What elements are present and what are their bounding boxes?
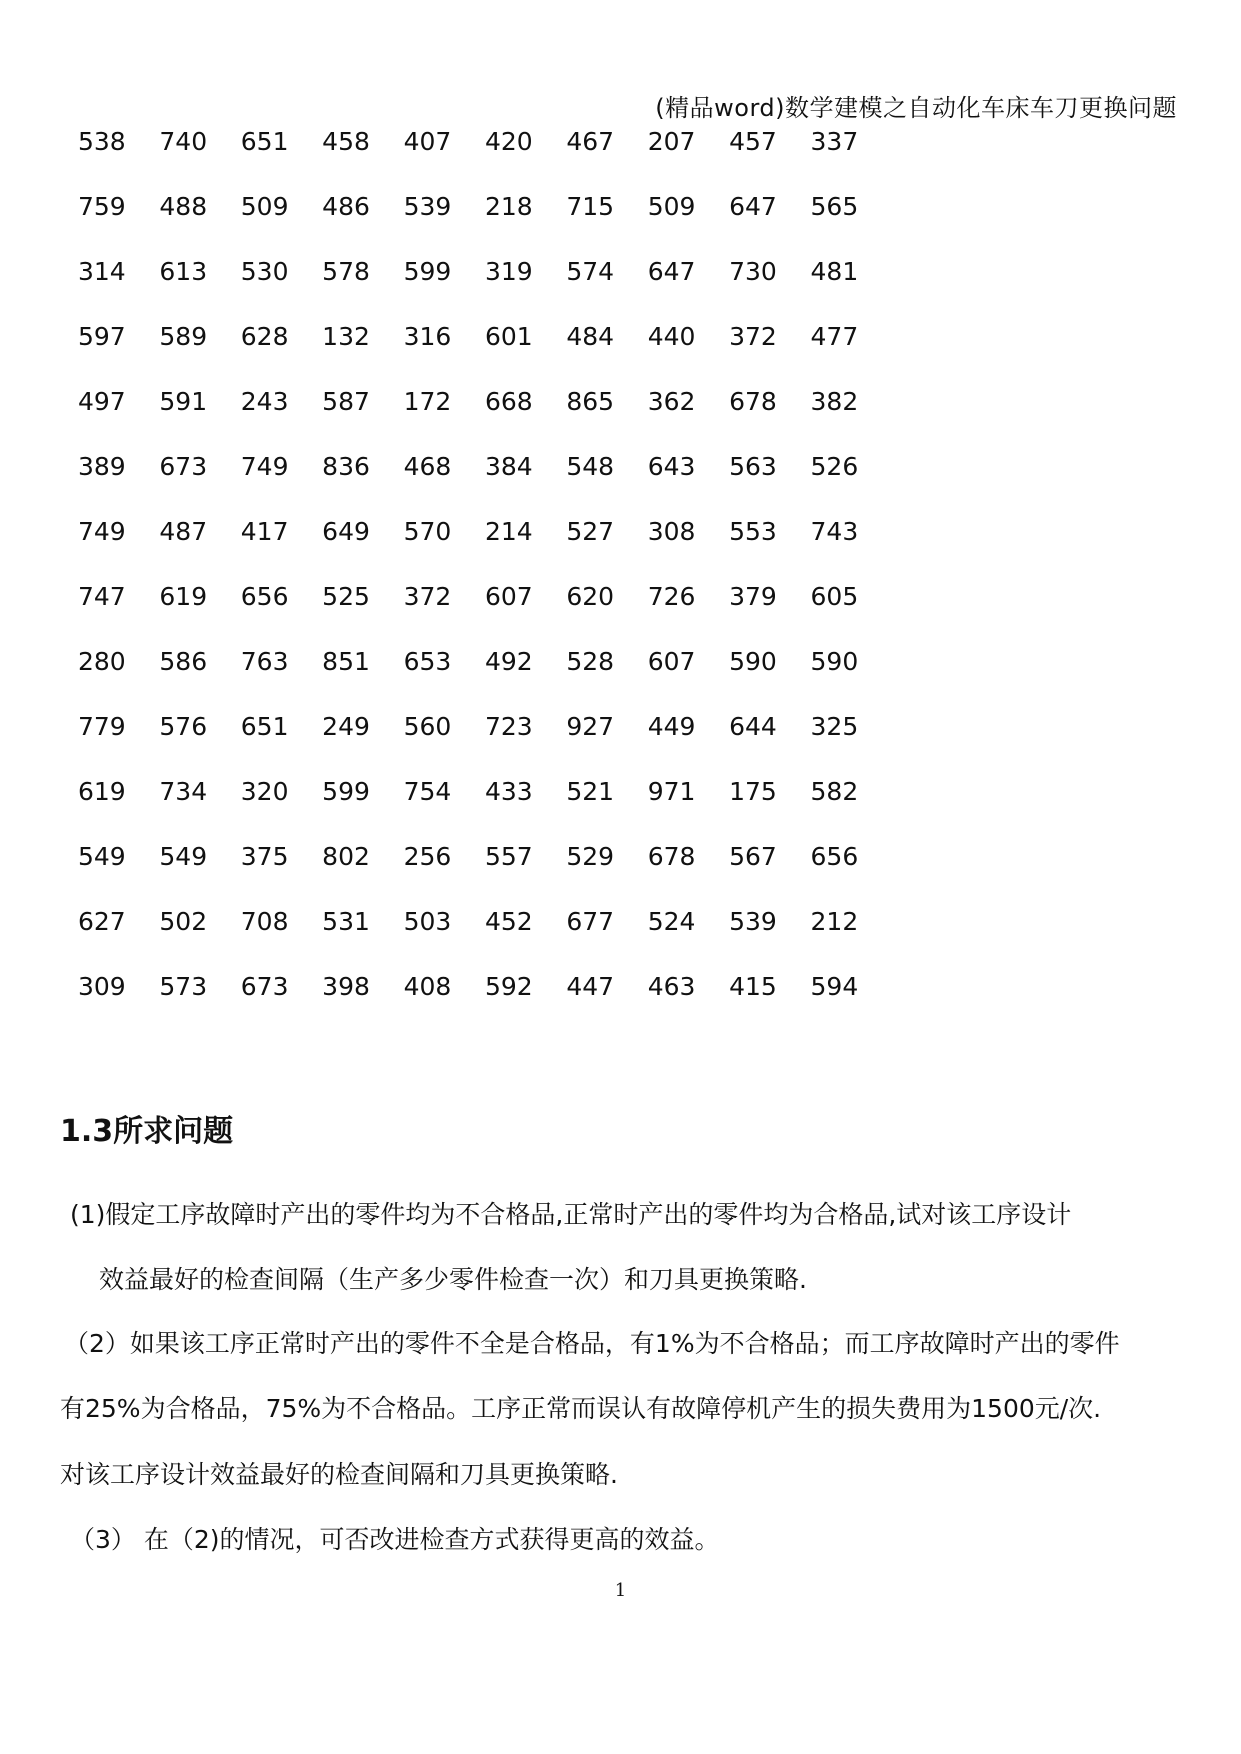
table-cell: 527 bbox=[566, 517, 615, 546]
table-cell: 726 bbox=[647, 582, 696, 611]
table-cell: 417 bbox=[240, 517, 289, 546]
table-row bbox=[78, 777, 892, 842]
table-cell: 763 bbox=[240, 647, 289, 676]
page-number: 1 bbox=[614, 1580, 627, 1601]
table-cell: 132 bbox=[322, 322, 370, 351]
table-cell: 309 bbox=[78, 972, 126, 1001]
data-table bbox=[78, 127, 892, 1037]
table-cell: 747 bbox=[78, 582, 126, 611]
table-cell: 249 bbox=[322, 712, 370, 741]
table-cell: 647 bbox=[729, 192, 777, 221]
table-cell: 502 bbox=[159, 907, 208, 936]
question-1-line-1: (1)假定工序故障时产出的零件均为不合格品,正常时产出的零件均为合格品,试对该工序设计 bbox=[70, 1200, 1072, 1229]
table-cell: 553 bbox=[729, 517, 777, 546]
table-cell: 851 bbox=[322, 647, 370, 676]
table-cell: 560 bbox=[403, 712, 452, 741]
table-cell: 509 bbox=[240, 192, 289, 221]
table-cell: 749 bbox=[240, 452, 289, 481]
question-3-line-1: （3） 在（2)的情况，可否改进检查方式获得更高的效益。 bbox=[70, 1525, 720, 1554]
table-cell: 567 bbox=[729, 842, 777, 871]
table-cell: 563 bbox=[729, 452, 777, 481]
table-cell: 730 bbox=[729, 257, 777, 286]
table-cell: 320 bbox=[240, 777, 289, 806]
table-cell: 539 bbox=[403, 192, 452, 221]
table-cell: 613 bbox=[159, 257, 208, 286]
table-cell: 362 bbox=[647, 387, 696, 416]
table-cell: 481 bbox=[810, 257, 859, 286]
table-cell: 497 bbox=[78, 387, 126, 416]
table-cell: 678 bbox=[647, 842, 696, 871]
table-cell: 599 bbox=[403, 257, 452, 286]
table-row bbox=[78, 907, 892, 972]
table-cell: 521 bbox=[566, 777, 615, 806]
table-cell: 256 bbox=[403, 842, 452, 871]
table-cell: 382 bbox=[810, 387, 859, 416]
table-cell: 576 bbox=[159, 712, 208, 741]
table-cell: 280 bbox=[78, 647, 126, 676]
table-cell: 458 bbox=[322, 127, 370, 156]
table-cell: 597 bbox=[78, 322, 126, 351]
question-2-line-3: 对该工序设计效益最好的检查间隔和刀具更换策略. bbox=[60, 1460, 618, 1489]
table-cell: 649 bbox=[322, 517, 370, 546]
table-cell: 673 bbox=[159, 452, 208, 481]
table-cell: 743 bbox=[810, 517, 859, 546]
table-cell: 627 bbox=[78, 907, 126, 936]
table-cell: 589 bbox=[159, 322, 208, 351]
table-cell: 971 bbox=[647, 777, 696, 806]
table-cell: 605 bbox=[810, 582, 859, 611]
table-cell: 337 bbox=[810, 127, 859, 156]
table-cell: 509 bbox=[647, 192, 696, 221]
table-cell: 599 bbox=[322, 777, 370, 806]
table-row bbox=[78, 842, 892, 907]
table-cell: 379 bbox=[729, 582, 777, 611]
table-cell: 740 bbox=[159, 127, 208, 156]
table-row bbox=[78, 192, 892, 257]
table-cell: 677 bbox=[566, 907, 615, 936]
table-cell: 643 bbox=[647, 452, 696, 481]
table-cell: 484 bbox=[566, 322, 615, 351]
table-cell: 467 bbox=[566, 127, 615, 156]
table-cell: 243 bbox=[240, 387, 289, 416]
table-cell: 415 bbox=[729, 972, 777, 1001]
table-cell: 408 bbox=[403, 972, 452, 1001]
table-cell: 531 bbox=[322, 907, 370, 936]
table-cell: 715 bbox=[566, 192, 615, 221]
table-cell: 678 bbox=[729, 387, 777, 416]
table-cell: 590 bbox=[729, 647, 777, 676]
table-cell: 214 bbox=[484, 517, 533, 546]
table-cell: 398 bbox=[322, 972, 370, 1001]
table-cell: 212 bbox=[810, 907, 859, 936]
table-cell: 734 bbox=[159, 777, 208, 806]
table-cell: 565 bbox=[810, 192, 859, 221]
table-cell: 779 bbox=[78, 712, 126, 741]
table-cell: 668 bbox=[484, 387, 533, 416]
table-cell: 590 bbox=[810, 647, 859, 676]
table-row bbox=[78, 257, 892, 322]
table-cell: 573 bbox=[159, 972, 208, 1001]
table-cell: 449 bbox=[647, 712, 696, 741]
table-cell: 539 bbox=[729, 907, 777, 936]
table-cell: 628 bbox=[240, 322, 289, 351]
table-cell: 468 bbox=[403, 452, 452, 481]
table-cell: 440 bbox=[647, 322, 696, 351]
question-2-line-2: 有25%为合格品，75%为不合格品。工序正常而误认有故障停机产生的损失费用为1500元/次. bbox=[60, 1394, 1102, 1423]
table-cell: 486 bbox=[322, 192, 370, 221]
table-cell: 644 bbox=[729, 712, 777, 741]
question-2-line-1: （2）如果该工序正常时产出的零件不全是合格品，有1%为不合格品；而工序故障时产出的零件 bbox=[64, 1329, 1120, 1358]
table-cell: 407 bbox=[403, 127, 452, 156]
table-cell: 207 bbox=[647, 127, 696, 156]
table-cell: 447 bbox=[566, 972, 615, 1001]
table-row bbox=[78, 452, 892, 517]
table-cell: 529 bbox=[566, 842, 615, 871]
table-cell: 927 bbox=[566, 712, 615, 741]
question-1-line-2: 效益最好的检查间隔（生产多少零件检查一次）和刀具更换策略. bbox=[99, 1265, 807, 1294]
table-cell: 591 bbox=[159, 387, 208, 416]
table-cell: 651 bbox=[240, 712, 289, 741]
table-cell: 538 bbox=[78, 127, 126, 156]
table-cell: 420 bbox=[484, 127, 533, 156]
table-cell: 586 bbox=[159, 647, 208, 676]
table-cell: 607 bbox=[647, 647, 696, 676]
table-cell: 651 bbox=[240, 127, 289, 156]
table-row bbox=[78, 517, 892, 582]
table-cell: 865 bbox=[566, 387, 615, 416]
table-cell: 463 bbox=[647, 972, 696, 1001]
table-cell: 582 bbox=[810, 777, 859, 806]
table-cell: 384 bbox=[484, 452, 533, 481]
table-cell: 802 bbox=[322, 842, 370, 871]
table-cell: 325 bbox=[810, 712, 859, 741]
table-cell: 754 bbox=[403, 777, 452, 806]
table-cell: 492 bbox=[484, 647, 533, 676]
page-header: (精品word)数学建模之自动化车床车刀更换问题 bbox=[655, 94, 1177, 122]
table-cell: 477 bbox=[810, 322, 859, 351]
table-cell: 525 bbox=[322, 582, 370, 611]
table-row bbox=[78, 647, 892, 712]
table-cell: 372 bbox=[403, 582, 452, 611]
table-cell: 375 bbox=[240, 842, 289, 871]
table-cell: 218 bbox=[484, 192, 533, 221]
table-cell: 452 bbox=[484, 907, 533, 936]
table-row bbox=[78, 387, 892, 452]
table-cell: 557 bbox=[484, 842, 533, 871]
table-cell: 524 bbox=[647, 907, 696, 936]
table-cell: 549 bbox=[159, 842, 208, 871]
table-cell: 488 bbox=[159, 192, 208, 221]
table-cell: 673 bbox=[240, 972, 289, 1001]
table-cell: 759 bbox=[78, 192, 126, 221]
table-cell: 389 bbox=[78, 452, 126, 481]
table-cell: 601 bbox=[484, 322, 533, 351]
table-cell: 503 bbox=[403, 907, 452, 936]
table-cell: 587 bbox=[322, 387, 370, 416]
table-cell: 372 bbox=[729, 322, 777, 351]
table-row bbox=[78, 582, 892, 647]
table-cell: 314 bbox=[78, 257, 126, 286]
table-cell: 619 bbox=[78, 777, 126, 806]
table-cell: 487 bbox=[159, 517, 208, 546]
table-row bbox=[78, 712, 892, 777]
table-cell: 175 bbox=[729, 777, 777, 806]
table-row bbox=[78, 322, 892, 387]
table-cell: 723 bbox=[484, 712, 533, 741]
table-cell: 528 bbox=[566, 647, 615, 676]
table-cell: 316 bbox=[403, 322, 452, 351]
table-cell: 620 bbox=[566, 582, 615, 611]
table-cell: 653 bbox=[403, 647, 452, 676]
table-cell: 549 bbox=[78, 842, 126, 871]
table-cell: 530 bbox=[240, 257, 289, 286]
table-cell: 578 bbox=[322, 257, 370, 286]
table-cell: 656 bbox=[810, 842, 859, 871]
table-cell: 308 bbox=[647, 517, 696, 546]
table-cell: 836 bbox=[322, 452, 370, 481]
table-cell: 594 bbox=[810, 972, 859, 1001]
table-cell: 548 bbox=[566, 452, 615, 481]
table-row bbox=[78, 972, 892, 1037]
section-heading: 1.3所求问题 bbox=[60, 1114, 234, 1149]
table-cell: 619 bbox=[159, 582, 208, 611]
table-row bbox=[78, 127, 892, 192]
table-cell: 708 bbox=[240, 907, 289, 936]
table-cell: 607 bbox=[484, 582, 533, 611]
table-cell: 433 bbox=[484, 777, 533, 806]
table-cell: 574 bbox=[566, 257, 615, 286]
table-cell: 656 bbox=[240, 582, 289, 611]
table-cell: 647 bbox=[647, 257, 696, 286]
table-cell: 172 bbox=[403, 387, 452, 416]
table-cell: 457 bbox=[729, 127, 777, 156]
table-cell: 319 bbox=[484, 257, 533, 286]
table-cell: 592 bbox=[484, 972, 533, 1001]
table-cell: 570 bbox=[403, 517, 452, 546]
table-cell: 749 bbox=[78, 517, 126, 546]
table-cell: 526 bbox=[810, 452, 859, 481]
